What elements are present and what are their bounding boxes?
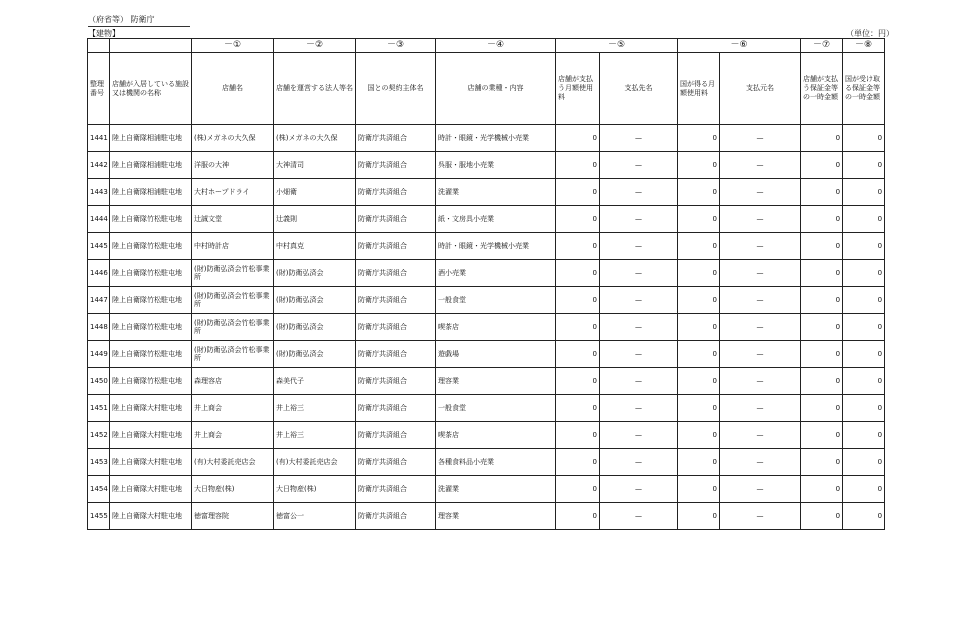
payer-name-cell: — — [720, 368, 801, 395]
unit-label: （単位：円） — [846, 29, 894, 38]
col-number — [110, 39, 192, 53]
store-name-cell: (有)大村委託売店会 — [192, 449, 274, 476]
deposit-paid-cell: 0 — [801, 341, 843, 368]
row-number-cell: 1455 — [88, 503, 110, 530]
row-number-cell: 1441 — [88, 125, 110, 152]
store-name-cell: (財)防衛弘済会竹松事業所 — [192, 260, 274, 287]
facility-name-cell: 陸上自衛隊竹松駐屯地 — [110, 314, 192, 341]
column-header: 支払先名 — [600, 53, 678, 125]
col-number: －⑧ — [843, 39, 885, 53]
business-type-cell: 一般食堂 — [436, 395, 556, 422]
deposit-paid-cell: 0 — [801, 206, 843, 233]
payer-name-cell: — — [720, 449, 801, 476]
table-row — [88, 179, 885, 206]
monthly-fee-paid-cell: 0 — [556, 206, 600, 233]
deposit-received-cell: 0 — [843, 152, 885, 179]
contractor-name-cell: 防衛庁共済組合 — [356, 206, 436, 233]
column-header: 国との契約主体名 — [356, 53, 436, 125]
business-type-cell: 理容業 — [436, 503, 556, 530]
store-name-cell: 大村ホープドライ — [192, 179, 274, 206]
contractor-name-cell: 防衛庁共済組合 — [356, 449, 436, 476]
deposit-received-cell: 0 — [843, 260, 885, 287]
facility-name-cell: 陸上自衛隊大村駐屯地 — [110, 395, 192, 422]
deposit-received-cell: 0 — [843, 314, 885, 341]
column-header: 支払元名 — [720, 53, 801, 125]
store-name-cell: 辻誠文堂 — [192, 206, 274, 233]
col-number: －⑥ — [678, 39, 801, 53]
row-number-cell: 1442 — [88, 152, 110, 179]
monthly-fee-paid-cell: 0 — [556, 314, 600, 341]
facility-name-cell: 陸上自衛隊大村駐屯地 — [110, 503, 192, 530]
monthly-fee-received-cell: 0 — [678, 449, 720, 476]
operator-name-cell: 大神清司 — [274, 152, 356, 179]
business-type-cell: 酒小売業 — [436, 260, 556, 287]
payer-name-cell: — — [720, 422, 801, 449]
contractor-name-cell: 防衛庁共済組合 — [356, 422, 436, 449]
contractor-name-cell: 防衛庁共済組合 — [356, 368, 436, 395]
store-name-cell: (株)メガネの大久保 — [192, 125, 274, 152]
table-row — [88, 206, 885, 233]
contractor-name-cell: 防衛庁共済組合 — [356, 260, 436, 287]
column-header: 店舗が支払う保証金等の一時金額 — [801, 53, 843, 125]
deposit-received-cell: 0 — [843, 287, 885, 314]
deposit-received-cell: 0 — [843, 395, 885, 422]
deposit-paid-cell: 0 — [801, 476, 843, 503]
payee-name-cell: — — [600, 260, 678, 287]
store-name-cell: (財)防衛弘済会竹松事業所 — [192, 287, 274, 314]
deposit-paid-cell: 0 — [801, 233, 843, 260]
facility-name-cell: 陸上自衛隊竹松駐屯地 — [110, 341, 192, 368]
business-type-cell: 喫茶店 — [436, 422, 556, 449]
column-header: 店舗が入居している施設又は機関の名称 — [110, 53, 192, 125]
deposit-received-cell: 0 — [843, 125, 885, 152]
store-name-cell: 徳富理容院 — [192, 503, 274, 530]
facility-name-cell: 陸上自衛隊竹松駐屯地 — [110, 206, 192, 233]
payee-name-cell: — — [600, 476, 678, 503]
payee-name-cell: — — [600, 152, 678, 179]
deposit-received-cell: 0 — [843, 341, 885, 368]
business-type-cell: 洗濯業 — [436, 476, 556, 503]
facility-name-cell: 陸上自衛隊相浦駐屯地 — [110, 125, 192, 152]
table-row — [88, 395, 885, 422]
monthly-fee-received-cell: 0 — [678, 233, 720, 260]
column-header: 整理番号 — [88, 53, 110, 125]
operator-name-cell: 小畑衛 — [274, 179, 356, 206]
deposit-received-cell: 0 — [843, 449, 885, 476]
payee-name-cell: — — [600, 179, 678, 206]
contractor-name-cell: 防衛庁共済組合 — [356, 476, 436, 503]
monthly-fee-paid-cell: 0 — [556, 341, 600, 368]
col-number: －⑦ — [801, 39, 843, 53]
deposit-paid-cell: 0 — [801, 179, 843, 206]
operator-name-cell: 辻義則 — [274, 206, 356, 233]
business-type-cell: 一般食堂 — [436, 287, 556, 314]
monthly-fee-received-cell: 0 — [678, 152, 720, 179]
monthly-fee-paid-cell: 0 — [556, 125, 600, 152]
deposit-paid-cell: 0 — [801, 422, 843, 449]
monthly-fee-paid-cell: 0 — [556, 179, 600, 206]
facility-name-cell: 陸上自衛隊竹松駐屯地 — [110, 287, 192, 314]
payee-name-cell: — — [600, 287, 678, 314]
row-number-cell: 1450 — [88, 368, 110, 395]
deposit-paid-cell: 0 — [801, 125, 843, 152]
monthly-fee-paid-cell: 0 — [556, 476, 600, 503]
table-row — [88, 314, 885, 341]
deposit-received-cell: 0 — [843, 503, 885, 530]
monthly-fee-paid-cell: 0 — [556, 233, 600, 260]
monthly-fee-paid-cell: 0 — [556, 422, 600, 449]
facility-name-cell: 陸上自衛隊竹松駐屯地 — [110, 260, 192, 287]
deposit-paid-cell: 0 — [801, 314, 843, 341]
payer-name-cell: — — [720, 314, 801, 341]
monthly-fee-received-cell: 0 — [678, 125, 720, 152]
monthly-fee-received-cell: 0 — [678, 260, 720, 287]
operator-name-cell: 徳富公一 — [274, 503, 356, 530]
store-name-cell: (財)防衛弘済会竹松事業所 — [192, 341, 274, 368]
payee-name-cell: — — [600, 206, 678, 233]
deposit-paid-cell: 0 — [801, 152, 843, 179]
payee-name-cell: — — [600, 233, 678, 260]
payer-name-cell: — — [720, 476, 801, 503]
col-number: －① — [192, 39, 274, 53]
store-name-cell: 井上商会 — [192, 395, 274, 422]
deposit-received-cell: 0 — [843, 476, 885, 503]
row-number-cell: 1446 — [88, 260, 110, 287]
business-type-cell: 呉服・服地小売業 — [436, 152, 556, 179]
facility-name-cell: 陸上自衛隊竹松駐屯地 — [110, 233, 192, 260]
facility-name-cell: 陸上自衛隊相浦駐屯地 — [110, 152, 192, 179]
row-number-cell: 1444 — [88, 206, 110, 233]
table-row — [88, 368, 885, 395]
deposit-paid-cell: 0 — [801, 503, 843, 530]
row-number-cell: 1447 — [88, 287, 110, 314]
column-header: 店舗を運営する法人等名 — [274, 53, 356, 125]
table-row — [88, 125, 885, 152]
business-type-cell: 紙・文房具小売業 — [436, 206, 556, 233]
column-header: 店舗の業種・内容 — [436, 53, 556, 125]
contractor-name-cell: 防衛庁共済組合 — [356, 152, 436, 179]
store-table — [87, 38, 885, 530]
facility-name-cell: 陸上自衛隊相浦駐屯地 — [110, 179, 192, 206]
store-name-cell: 洋服の大神 — [192, 152, 274, 179]
business-type-cell: 洗濯業 — [436, 179, 556, 206]
deposit-received-cell: 0 — [843, 206, 885, 233]
payer-name-cell: — — [720, 179, 801, 206]
deposit-paid-cell: 0 — [801, 449, 843, 476]
monthly-fee-received-cell: 0 — [678, 476, 720, 503]
payer-name-cell: — — [720, 395, 801, 422]
table-row — [88, 503, 885, 530]
payer-name-cell: — — [720, 341, 801, 368]
contractor-name-cell: 防衛庁共済組合 — [356, 341, 436, 368]
business-type-cell: 各種食料品小売業 — [436, 449, 556, 476]
ministry-label: （府省等） 防衛庁 — [88, 14, 190, 27]
table-row — [88, 233, 885, 260]
monthly-fee-received-cell: 0 — [678, 422, 720, 449]
payee-name-cell: — — [600, 503, 678, 530]
monthly-fee-paid-cell: 0 — [556, 449, 600, 476]
payee-name-cell: — — [600, 422, 678, 449]
col-number — [88, 39, 110, 53]
contractor-name-cell: 防衛庁共済組合 — [356, 233, 436, 260]
business-type-cell: 時計・眼鏡・光学機械小売業 — [436, 233, 556, 260]
row-number-cell: 1448 — [88, 314, 110, 341]
store-name-cell: 中村時計店 — [192, 233, 274, 260]
monthly-fee-received-cell: 0 — [678, 287, 720, 314]
monthly-fee-received-cell: 0 — [678, 314, 720, 341]
table-row — [88, 260, 885, 287]
column-header-row — [88, 53, 885, 125]
business-type-cell: 時計・眼鏡・光学機械小売業 — [436, 125, 556, 152]
monthly-fee-received-cell: 0 — [678, 368, 720, 395]
payee-name-cell: — — [600, 125, 678, 152]
operator-name-cell: 井上裕三 — [274, 395, 356, 422]
payee-name-cell: — — [600, 449, 678, 476]
facility-name-cell: 陸上自衛隊大村駐屯地 — [110, 476, 192, 503]
operator-name-cell: (株)メガネの大久保 — [274, 125, 356, 152]
table-row — [88, 449, 885, 476]
row-number-cell: 1451 — [88, 395, 110, 422]
table-row — [88, 422, 885, 449]
operator-name-cell: (財)防衛弘済会 — [274, 260, 356, 287]
monthly-fee-paid-cell: 0 — [556, 152, 600, 179]
row-number-cell: 1443 — [88, 179, 110, 206]
column-header: 国が受け取る保証金等の一時金額 — [843, 53, 885, 125]
store-name-cell: 井上商会 — [192, 422, 274, 449]
table-row — [88, 287, 885, 314]
payer-name-cell: — — [720, 125, 801, 152]
column-header: 店舗名 — [192, 53, 274, 125]
table-row — [88, 341, 885, 368]
row-number-cell: 1453 — [88, 449, 110, 476]
operator-name-cell: 大日物産(株) — [274, 476, 356, 503]
store-name-cell: 大日物産(株) — [192, 476, 274, 503]
row-number-cell: 1452 — [88, 422, 110, 449]
payer-name-cell: — — [720, 233, 801, 260]
col-number: －② — [274, 39, 356, 53]
contractor-name-cell: 防衛庁共済組合 — [356, 287, 436, 314]
deposit-received-cell: 0 — [843, 179, 885, 206]
deposit-paid-cell: 0 — [801, 260, 843, 287]
payer-name-cell: — — [720, 206, 801, 233]
contractor-name-cell: 防衛庁共済組合 — [356, 395, 436, 422]
row-number-cell: 1449 — [88, 341, 110, 368]
monthly-fee-paid-cell: 0 — [556, 395, 600, 422]
column-header: 国が得る月額使用料 — [678, 53, 720, 125]
store-name-cell: (財)防衛弘済会竹松事業所 — [192, 314, 274, 341]
monthly-fee-received-cell: 0 — [678, 341, 720, 368]
facility-name-cell: 陸上自衛隊大村駐屯地 — [110, 422, 192, 449]
monthly-fee-received-cell: 0 — [678, 395, 720, 422]
deposit-paid-cell: 0 — [801, 287, 843, 314]
contractor-name-cell: 防衛庁共済組合 — [356, 125, 436, 152]
operator-name-cell: (財)防衛弘済会 — [274, 314, 356, 341]
operator-name-cell: (有)大村委託売店会 — [274, 449, 356, 476]
business-type-cell: 遊戯場 — [436, 341, 556, 368]
facility-name-cell: 陸上自衛隊竹松駐屯地 — [110, 368, 192, 395]
category-label: 【建物】 — [88, 29, 120, 38]
payer-name-cell: — — [720, 503, 801, 530]
payer-name-cell: — — [720, 260, 801, 287]
monthly-fee-paid-cell: 0 — [556, 287, 600, 314]
contractor-name-cell: 防衛庁共済組合 — [356, 179, 436, 206]
payer-name-cell: — — [720, 152, 801, 179]
monthly-fee-paid-cell: 0 — [556, 368, 600, 395]
col-number: －③ — [356, 39, 436, 53]
deposit-received-cell: 0 — [843, 368, 885, 395]
operator-name-cell: (財)防衛弘済会 — [274, 287, 356, 314]
row-number-cell: 1445 — [88, 233, 110, 260]
deposit-received-cell: 0 — [843, 233, 885, 260]
operator-name-cell: (財)防衛弘済会 — [274, 341, 356, 368]
payer-name-cell: — — [720, 287, 801, 314]
table-row — [88, 152, 885, 179]
contractor-name-cell: 防衛庁共済組合 — [356, 314, 436, 341]
table-row — [88, 476, 885, 503]
operator-name-cell: 井上裕三 — [274, 422, 356, 449]
operator-name-cell: 中村真克 — [274, 233, 356, 260]
monthly-fee-received-cell: 0 — [678, 206, 720, 233]
column-number-row — [88, 39, 885, 53]
store-name-cell: 森理容店 — [192, 368, 274, 395]
col-number: －⑤ — [556, 39, 678, 53]
payee-name-cell: — — [600, 368, 678, 395]
deposit-paid-cell: 0 — [801, 395, 843, 422]
payee-name-cell: — — [600, 395, 678, 422]
monthly-fee-received-cell: 0 — [678, 503, 720, 530]
business-type-cell: 喫茶店 — [436, 314, 556, 341]
operator-name-cell: 森美代子 — [274, 368, 356, 395]
row-number-cell: 1454 — [88, 476, 110, 503]
column-header: 店舗が支払う月額使用料 — [556, 53, 600, 125]
monthly-fee-paid-cell: 0 — [556, 503, 600, 530]
business-type-cell: 理容業 — [436, 368, 556, 395]
deposit-paid-cell: 0 — [801, 368, 843, 395]
payee-name-cell: — — [600, 341, 678, 368]
monthly-fee-paid-cell: 0 — [556, 260, 600, 287]
payee-name-cell: — — [600, 314, 678, 341]
contractor-name-cell: 防衛庁共済組合 — [356, 503, 436, 530]
deposit-received-cell: 0 — [843, 422, 885, 449]
col-number: －④ — [436, 39, 556, 53]
monthly-fee-received-cell: 0 — [678, 179, 720, 206]
facility-name-cell: 陸上自衛隊大村駐屯地 — [110, 449, 192, 476]
